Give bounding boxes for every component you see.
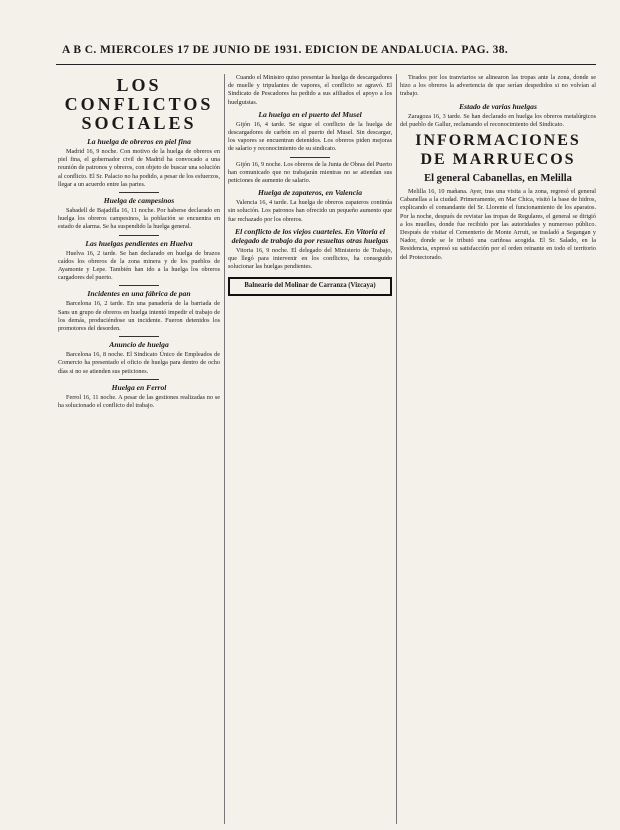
subheadline-cabanellas: El general Cabanellas, en Melilla <box>424 173 572 185</box>
column-divider <box>396 74 397 824</box>
article-body: Gijón 16, 4 tarde. Se sigue el conflicto de la huelga de descargadores de carbón en el puerto del Musel. Sin descargar, los vapores se encuentran detenidos. Los obreros piden mejoras de salario y reconocimiento de su sindicato. <box>228 120 392 153</box>
section-title: Huelga de campesinos <box>103 196 175 206</box>
divider <box>119 336 159 337</box>
section-title: La huelga en el puerto del Musel <box>258 109 362 119</box>
section-title: Incidentes en una fábrica de pan <box>87 289 191 299</box>
column-1 <box>58 74 220 824</box>
article-body: Madrid 16, 9 noche. Con motivo de la huelga de obreros en piel fina, el gobernador civil de Madrid ha convocado a una reunión de patronos y obreros, con objeto de buscar una solución al conflicto. El Sr. Palacio no ha podido, a pesar de los esfuerzos, llegar a un acuerdo entre las partes. <box>58 148 220 188</box>
article-body: Melilla 16, 10 mañana. Ayer, tras una visita a la zona, regresó el general Cabanellas a la ciudad. Primeramente, en Mar Chica, visitó la base de hidros, explicando el comandante del Sr. Llorente el funcionamiento de los aparatos. Por la noche, después de revistar las tropas de Regulares, el general se dirigió a los muelles, donde fue recibido por las autoridades y numeroso público. Después de visitar el Cementerio de Monte Arruit, se trasladó a Segangan y Nador, donde se le tributó una cariñosa acogida. El Sr. Salado, en la Residencia, expresó su satisfacción por el orden reinante en todo el territorio del Protectorado. <box>400 188 596 261</box>
divider <box>290 157 330 158</box>
article-body: Ferrol 16, 11 noche. A pesar de las gestiones realizadas no se ha solucionado el conflicto del trabajo. <box>58 393 220 410</box>
headline-marruecos: INFORMACIONES DE MARRUECOS <box>415 132 581 169</box>
section-title: Anuncio de huelga <box>109 340 169 350</box>
advertisement-box: Balneario del Molinar de Carranza (Vizcaya) <box>228 277 392 295</box>
column-3 <box>400 74 596 824</box>
section-title: El conflicto de los viejos cuarteles. En Vitoria el delegado de trabajo da por resueltas otras huelgas <box>231 226 389 245</box>
section-title: Estado de varias huelgas <box>459 101 537 111</box>
divider <box>119 285 159 286</box>
column-divider <box>224 74 225 824</box>
section-title: Huelga en Ferrol <box>111 382 167 392</box>
article-body: Barcelona 16, 2 tarde. En una panadería de la barriada de Sans un grupo de obreros en huelga intentó impedir el trabajo de los demás, produciéndose un incidente. Fueron detenidos los promotores del desorden. <box>58 300 220 333</box>
divider <box>119 379 159 380</box>
header-rule <box>56 64 596 65</box>
column-2 <box>228 74 392 824</box>
section-title: Huelga de zapateros, en Valencia <box>258 188 362 198</box>
article-body: Sabadell de Bajadilla 16, 11 noche. Por haberse declarado en huelga los obreros campesinos, la población se encuentra en estado de alarma. Se ha suspendido la huelga general. <box>58 207 220 231</box>
article-body: Vitoria 16, 9 noche. El delegado del Ministerio de Trabajo, que llegó para intervenir en los conflictos, ha conseguido solucionar las huelgas pendientes. <box>228 246 392 271</box>
article-body: Barcelona 16, 8 noche. El Sindicato Único de Empleados de Comercio ha presentado el oficio de huelga para dentro de ocho días si no se atienden sus peticiones. <box>58 351 220 375</box>
article-body: Huelva 16, 2 tarde. Se han declarado en huelga de brazos caídos los obreros de la zona minera y de los pueblos de Ayamonte y Lepe. También han ido a la huelga los obreros cargadores del puerto. <box>58 249 220 282</box>
headline-conflictos: LOS CONFLICTOS SOCIALES <box>64 75 214 133</box>
divider <box>119 235 159 236</box>
article-body: Zaragoza 16, 3 tarde. Se han declarado en huelga los obreros metalúrgicos del pueblo de Gallur, reclamando el reconocimiento del Sindicato. <box>400 112 596 128</box>
divider <box>119 192 159 193</box>
article-body: Cuando el Ministro quiso presentar la huelga de descargadores de muelle y tripulantes de vapores, el conflicto se agravó. El Sindicato de Pescadores ha pedido a sus afiliados el apoyo a los huelguistas. <box>228 74 392 106</box>
section-title: Las huelgas pendientes en Huelva <box>85 238 193 248</box>
section-title: La huelga de obreros en piel fina <box>87 137 191 146</box>
page-header: A B C. MIERCOLES 17 DE JUNIO DE 1931. EDICION DE ANDALUCIA. PAG. 38. <box>62 44 509 56</box>
article-body: Tirados por los tranviarios se alinearon las tropas ante la zona, donde se hizo a los obreros la advertencia de que serían despedidos si no volvían al trabajo. <box>400 74 596 98</box>
article-body: Valencia 16, 4 tarde. La huelga de obreros zapateros continúa sin solución. Los patronos han ofrecido un pequeño aumento que fue rechazado por los obreros. <box>228 199 392 223</box>
article-body: Gijón 16, 9 noche. Los obreros de la Junta de Obras del Puerto han comunicado que no trabajarán mientras no se atiendan sus peticiones de aumento de salario. <box>228 160 392 185</box>
